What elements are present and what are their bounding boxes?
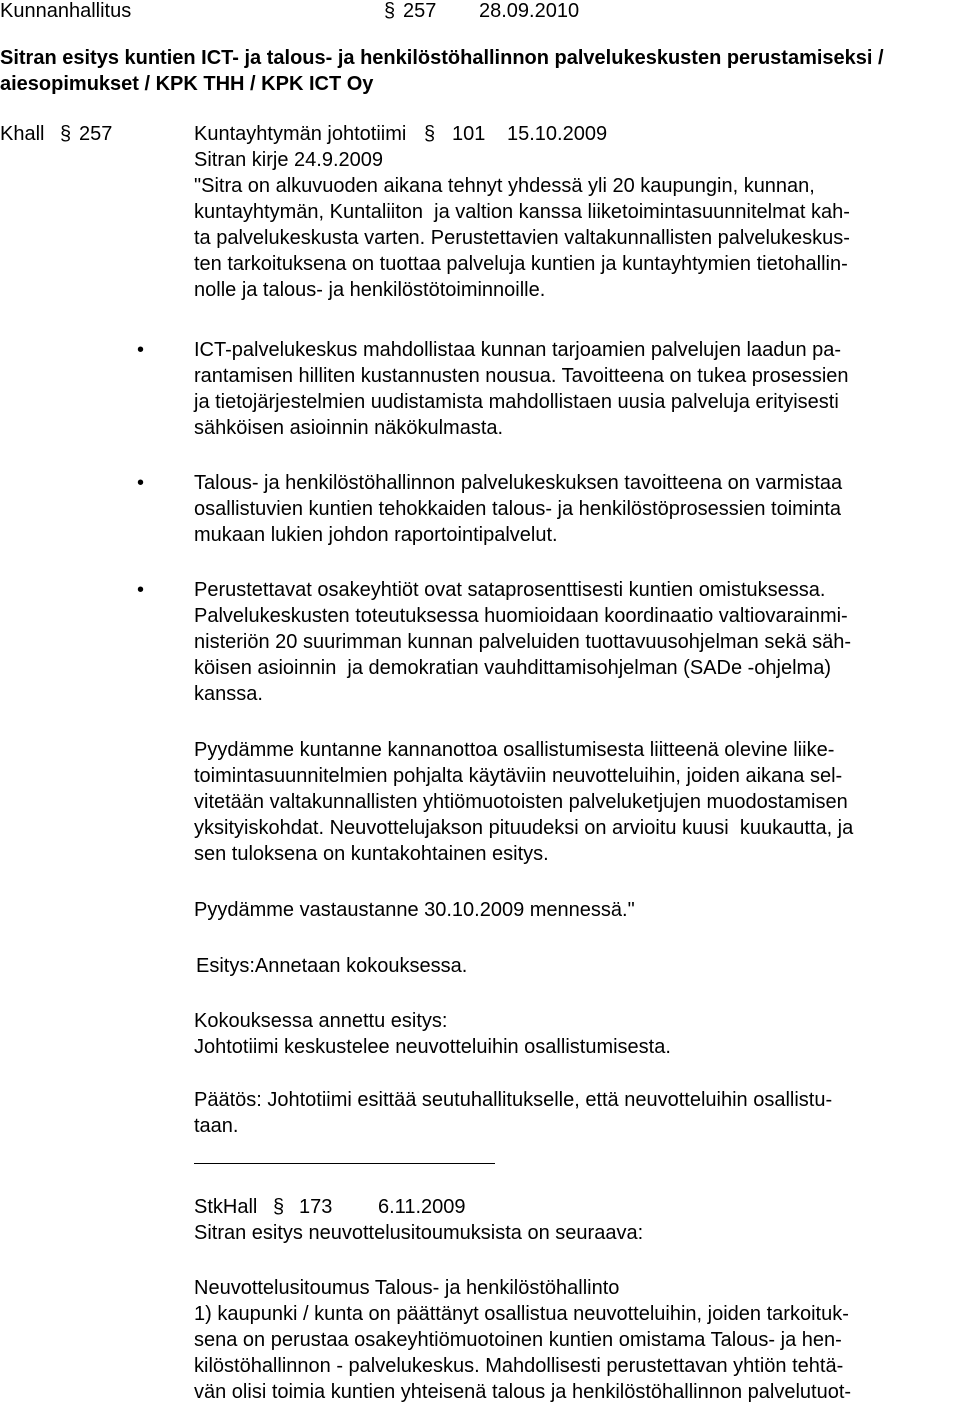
stkhall-heading: Neuvottelusitoumus Talous- ja henkilöstöhallinto [194,1277,620,1299]
request-deadline: Pyydämme vastaustanne 30.10.2009 mennessä." [194,899,635,921]
request-line: toimintasuunnitelmien pohjalta käytäviin neuvotteluihin, joiden aikana sel- [194,765,843,787]
request-line: yksityiskohdat. Neuvottelujakson pituudeksi on arvioitu kuusi kuukautta, ja [194,817,854,839]
letter-line: kuntayhtymän, Kuntaliiton ja valtion kanssa liiketoimintasuunnitelmat kah- [194,201,850,223]
bullet-marker: • [137,579,145,601]
stkhall-line: 1) kaupunki / kunta on päättänyt osallistua neuvotteluihin, joiden tarkoituk- [194,1303,849,1325]
bullet-2-line: Talous- ja henkilöstöhallinnon palvelukeskuksen tavoitteena on varmistaa [194,472,843,494]
stkhall-intro: Sitran esitys neuvottelusitoumuksista on seuraava: [194,1222,644,1244]
bullet-marker: • [137,472,145,494]
bullet-1-line: sähköisen asioinnin näkökulmasta. [194,417,504,439]
header-org: Kunnanhallitus [0,0,132,22]
letter-line: "Sitra on alkuvuoden aikana tehnyt yhdessä yli 20 kaupungin, kunnan, [194,175,815,197]
letter-line: ten tarkoituksena on tuottaa palveluja kuntien ja kuntayhtymien tietohallin- [194,253,848,275]
header-date: 28.09.2010 [479,0,580,22]
stkhall-number: 173 [299,1196,333,1218]
khall-number: 257 [79,123,113,145]
khall-number-2: 101 [452,123,486,145]
bullet-2-line: mukaan lukien johdon raportointipalvelut. [194,524,558,546]
decision-line: taan. [194,1115,239,1137]
request-line: Pyydämme kuntanne kannanottoa osallistumisesta liitteenä olevine liike- [194,739,835,761]
header-section-mark: § [384,0,396,22]
stkhall-section-mark: § [273,1196,285,1218]
section-divider [194,1163,495,1164]
request-line: vitetään valtakunnallisten yhtiömuotoisten palveluketjujen muodostamisen [194,791,848,813]
letter-line: nolle ja talous- ja henkilöstötoiminnoille. [194,279,546,301]
khall-body: Kuntayhtymän johtotiimi [194,123,407,145]
bullet-3-line: köisen asioinnin ja demokratian vauhdittamisohjelman (SADe -ohjelma) [194,657,831,679]
bullet-3-line: Perustettavat osakeyhtiöt ovat sataprosenttisesti kuntien omistuksessa. [194,579,826,601]
bullet-1-line: ja tietojärjestelmien uudistamista mahdollistaen uusia palveluja erityisesti [194,391,839,413]
bullet-1-line: rantamisen hilliten kustannusten nousua. Tavoitteena on tukea prosessien [194,365,849,387]
letter-line: ta palvelukeskusta varten. Perustettavien valtakunnallisten palvelukeskus- [194,227,850,249]
khall-label: Khall [0,123,45,145]
meeting-label: Kokouksessa annettu esitys: [194,1010,448,1032]
proposal: Esitys:Annetaan kokouksessa. [196,955,468,977]
stkhall-line: sena on perustaa osakeyhtiömuotoinen kuntien omistama Talous- ja hen- [194,1329,842,1351]
stkhall-line: vän olisi toimia kuntien yhteisenä talous ja henkilöstöhallinnon palvelutuot- [194,1381,852,1403]
meeting-text: Johtotiimi keskustelee neuvotteluihin osallistumisesta. [194,1036,671,1058]
header-section-number: 257 [403,0,437,22]
khall-date: 15.10.2009 [507,123,608,145]
decision-line: Päätös: Johtotiimi esittää seutuhallitukselle, että neuvotteluihin osallistu- [194,1089,833,1111]
title-line-1: Sitran esitys kuntien ICT- ja talous- ja henkilöstöhallinnon palvelukeskusten perustamiseksi / [0,47,884,69]
bullet-3-line: kanssa. [194,683,263,705]
khall-section-mark: § [60,123,72,145]
stkhall-date: 6.11.2009 [378,1196,466,1218]
title-line-2: aiesopimukset / KPK THH / KPK ICT Oy [0,73,374,95]
stkhall-label: StkHall [194,1196,258,1218]
bullet-3-line: nisteriön 20 suurimman kunnan palveluiden tuottavuusohjelman sekä säh- [194,631,852,653]
bullet-1-line: ICT-palvelukeskus mahdollistaa kunnan tarjoamien palvelujen laadun pa- [194,339,842,361]
khall-section-mark-2: § [424,123,436,145]
bullet-marker: • [137,339,145,361]
request-line: sen tuloksena on kuntakohtainen esitys. [194,843,549,865]
stkhall-line: kilöstöhallinnon - palvelukeskus. Mahdollisesti perustettavan yhtiön tehtä- [194,1355,844,1377]
bullet-3-line: Palvelukeskusten toteutuksessa huomioidaan koordinaatio valtiovarainmi- [194,605,848,627]
letter-ref: Sitran kirje 24.9.2009 [194,149,384,171]
bullet-2-line: osallistuvien kuntien tehokkaiden talous- ja henkilöstöprosessien toiminta [194,498,842,520]
